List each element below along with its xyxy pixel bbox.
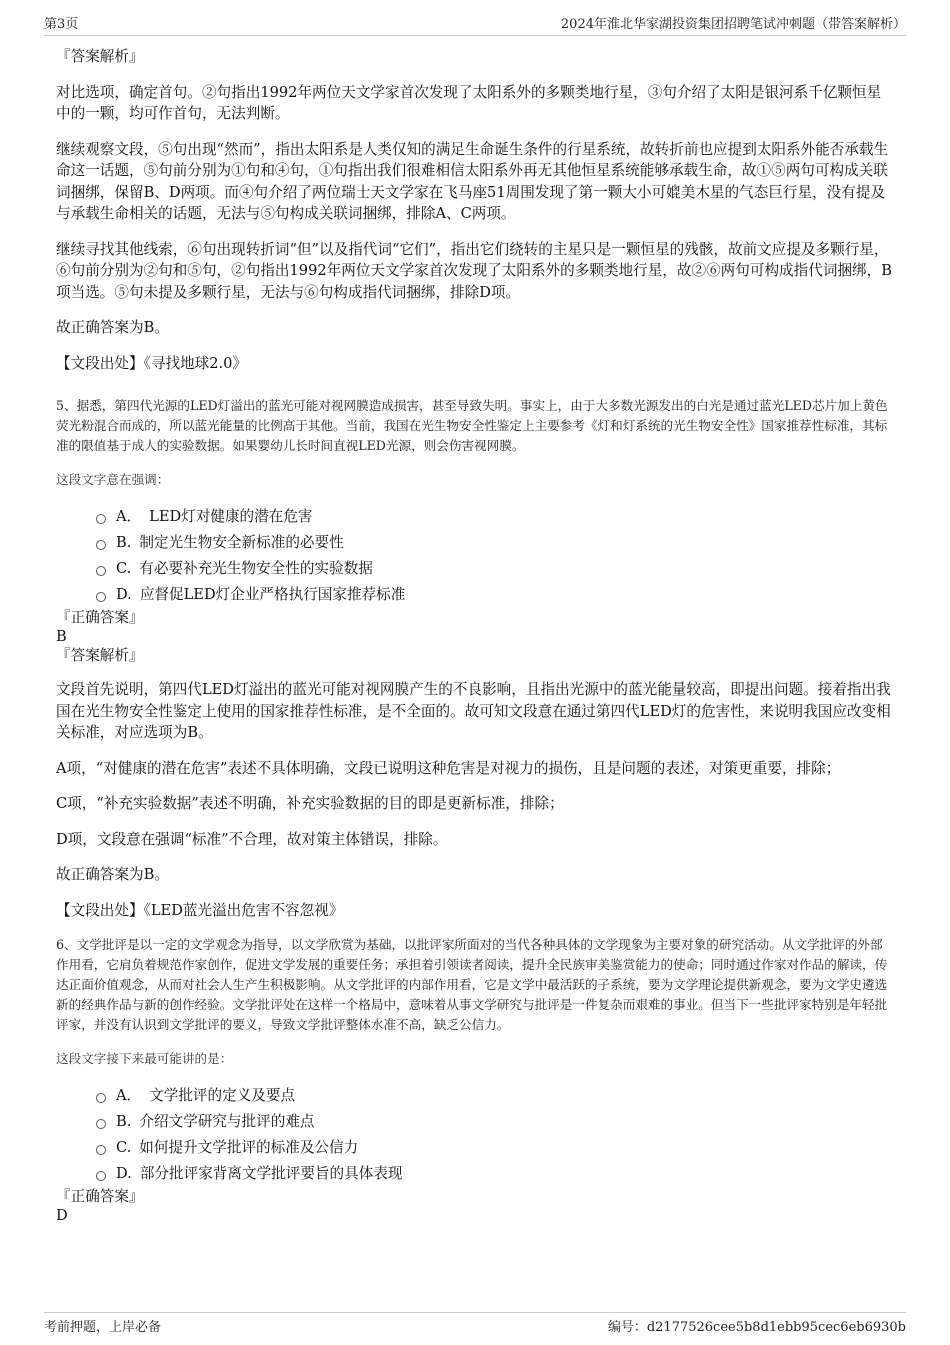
answer-label: 『正确答案』 [56, 1188, 144, 1205]
radio-icon[interactable] [96, 540, 106, 550]
question-5-prompt: 这段文字意在强调： [56, 472, 170, 487]
page-footer [44, 1312, 906, 1335]
question-5-options [96, 504, 894, 608]
page-number: 第3页 [44, 17, 79, 32]
option-c[interactable]: C. 有必要补充光生物安全性的实验数据 [96, 556, 894, 582]
analysis-paragraph: 继续寻找其他线索，⑥句出现转折词“但”以及指代词“它们”，指出它们绕转的主星只是一颗恒星的残骸，故前文应提及多颗行星，⑥句前分别为②句和⑤句，②句指出1992年两位天文学家首次发现了太阳系外的多颗类地行星，故②⑥两句可构成指代词捆绑，B项当选。⑤句未提及多颗行星，无法与⑥句构成指代词捆绑，排除D项。 [56, 240, 892, 301]
analysis-paragraph: 对比选项，确定首句。②句指出1992年两位天文学家首次发现了太阳系外的多颗类地行星，③句介绍了太阳是银河系千亿颗恒星中的一颗，均可作首句，无法判断。 [56, 83, 882, 122]
page-content [56, 46, 894, 1225]
option-c[interactable]: C. 如何提升文学批评的标准及公信力 [96, 1135, 894, 1161]
document-id: 编号：d2177526cee5b8d1ebb95cec6eb6930b [607, 1320, 906, 1335]
analysis-paragraph: 继续观察文段，⑤句出现“然而”，指出太阳系是人类仅知的满足生命诞生条件的行星系统，故转折前也应提到太阳系外能否承载生命这一话题，⑤句前分别为①句和④句，①句指出我们很难相信太阳系外再无其他恒星系统能够承载生命，故①⑤两句可构成关联词捆绑，保留B、D两项。而④句介绍了两位瑞士天文学家在飞马座51周围发现了第一颗大小可媲美木星的气态巨行星，没有提及与承载生命相关的话题，无法与⑤句构成关联词捆绑，排除A、C两项。 [56, 140, 889, 222]
option-d[interactable]: D. 应督促LED灯企业严格执行国家推荐标准 [96, 582, 894, 608]
conclusion: 故正确答案为B。 [56, 319, 169, 336]
radio-icon[interactable] [96, 1145, 106, 1155]
option-a[interactable]: A． LED灯对健康的潜在危害 [96, 504, 894, 530]
document-title: 2024年淮北华家湖投资集团招聘笔试冲刺题（带答案解析） [560, 17, 906, 32]
source-line: 【文段出处】《LED蓝光溢出危害不容忽视》 [56, 901, 344, 919]
analysis-paragraph: D项，文段意在强调“标准”不合理，故对策主体错误，排除。 [56, 830, 448, 848]
answer-label: 『正确答案』 [56, 609, 144, 626]
radio-icon[interactable] [96, 1093, 106, 1103]
radio-icon[interactable] [96, 592, 106, 602]
question-6-options [96, 1083, 894, 1187]
radio-icon[interactable] [96, 1171, 106, 1181]
radio-icon[interactable] [96, 566, 106, 576]
question-6-prompt: 这段文字接下来最可能讲的是： [56, 1051, 233, 1066]
footer-slogan: 考前押题，上岸必备 [44, 1320, 162, 1335]
analysis-label: 『答案解析』 [56, 647, 144, 664]
question-6-text: 6、文学批评是以一定的文学观念为指导，以文学欣赏为基础，以批评家所面对的当代各种具体的文学现象为主要对象的研究活动。从文学批评的外部作用看，它肩负着规范作家创作，促进文学发展的重要任务；承担着引领读者阅读，提升全民族审美鉴赏能力的使命；同时通过作家对作品的解读，传达正面价值观念，从而对社会人生产生积极影响。从文学批评的内部作用看，它是文学中最活跃的子系统，要为文学理论提供新观念，要为文学史遴选新的经典作品与新的创作经验。文学批评处在这样一个格局中，意味着从事文学研究与批评是一件复杂而艰难的事业。但当下一些批评家特别是年轻批评家，并没有认识到文学批评的要义，导致文学批评整体水准不高，缺乏公信力。 [56, 937, 888, 1032]
question-5-text: 5、据悉，第四代光源的LED灯溢出的蓝光可能对视网膜造成损害，甚至导致失明。事实上，由于大多数光源发出的白光是通过蓝光LED芯片加上黄色荧光粉混合而成的，所以蓝光能量的比例高于其他。当前，我国在光生物安全性鉴定上主要参考《灯和灯系统的光生物安全性》国家推荐性标准，其标准的限值基于成人的实验数据。如果婴幼儿长时间直视LED光源，则会伤害视网膜。 [56, 398, 888, 453]
analysis-label: 『答案解析』 [56, 48, 144, 65]
option-b[interactable]: B. 制定光生物安全新标准的必要性 [96, 530, 894, 556]
conclusion: 故正确答案为B。 [56, 866, 169, 883]
radio-icon[interactable] [96, 1119, 106, 1129]
analysis-paragraph: A项，“对健康的潜在危害”表述不具体明确，文段已说明这种危害是对视力的损伤，且是问题的表述，对策更重要，排除； [56, 759, 841, 777]
option-a[interactable]: A． 文学批评的定义及要点 [96, 1083, 894, 1109]
analysis-paragraph: C项，“补充实验数据”表述不明确，补充实验数据的目的即是更新标准，排除； [56, 795, 564, 812]
answer-value: B [56, 628, 67, 645]
source-line: 【文段出处】《寻找地球2.0》 [56, 354, 248, 372]
option-d[interactable]: D. 部分批评家背离文学批评要旨的具体表现 [96, 1161, 894, 1187]
page-header [44, 10, 906, 36]
answer-value: D [56, 1207, 68, 1224]
radio-icon[interactable] [96, 514, 106, 524]
analysis-paragraph: 文段首先说明，第四代LED灯溢出的蓝光可能对视网膜产生的不良影响，且指出光源中的蓝光能量较高，即提出问题。接着指出我国在光生物安全性鉴定上使用的国家推荐性标准，是不全面的。故可知文段意在通过第四代LED灯的危害性，来说明我国应改变相关标准，对应选项为B。 [56, 681, 891, 741]
option-b[interactable]: B. 介绍文学研究与批评的难点 [96, 1109, 894, 1135]
